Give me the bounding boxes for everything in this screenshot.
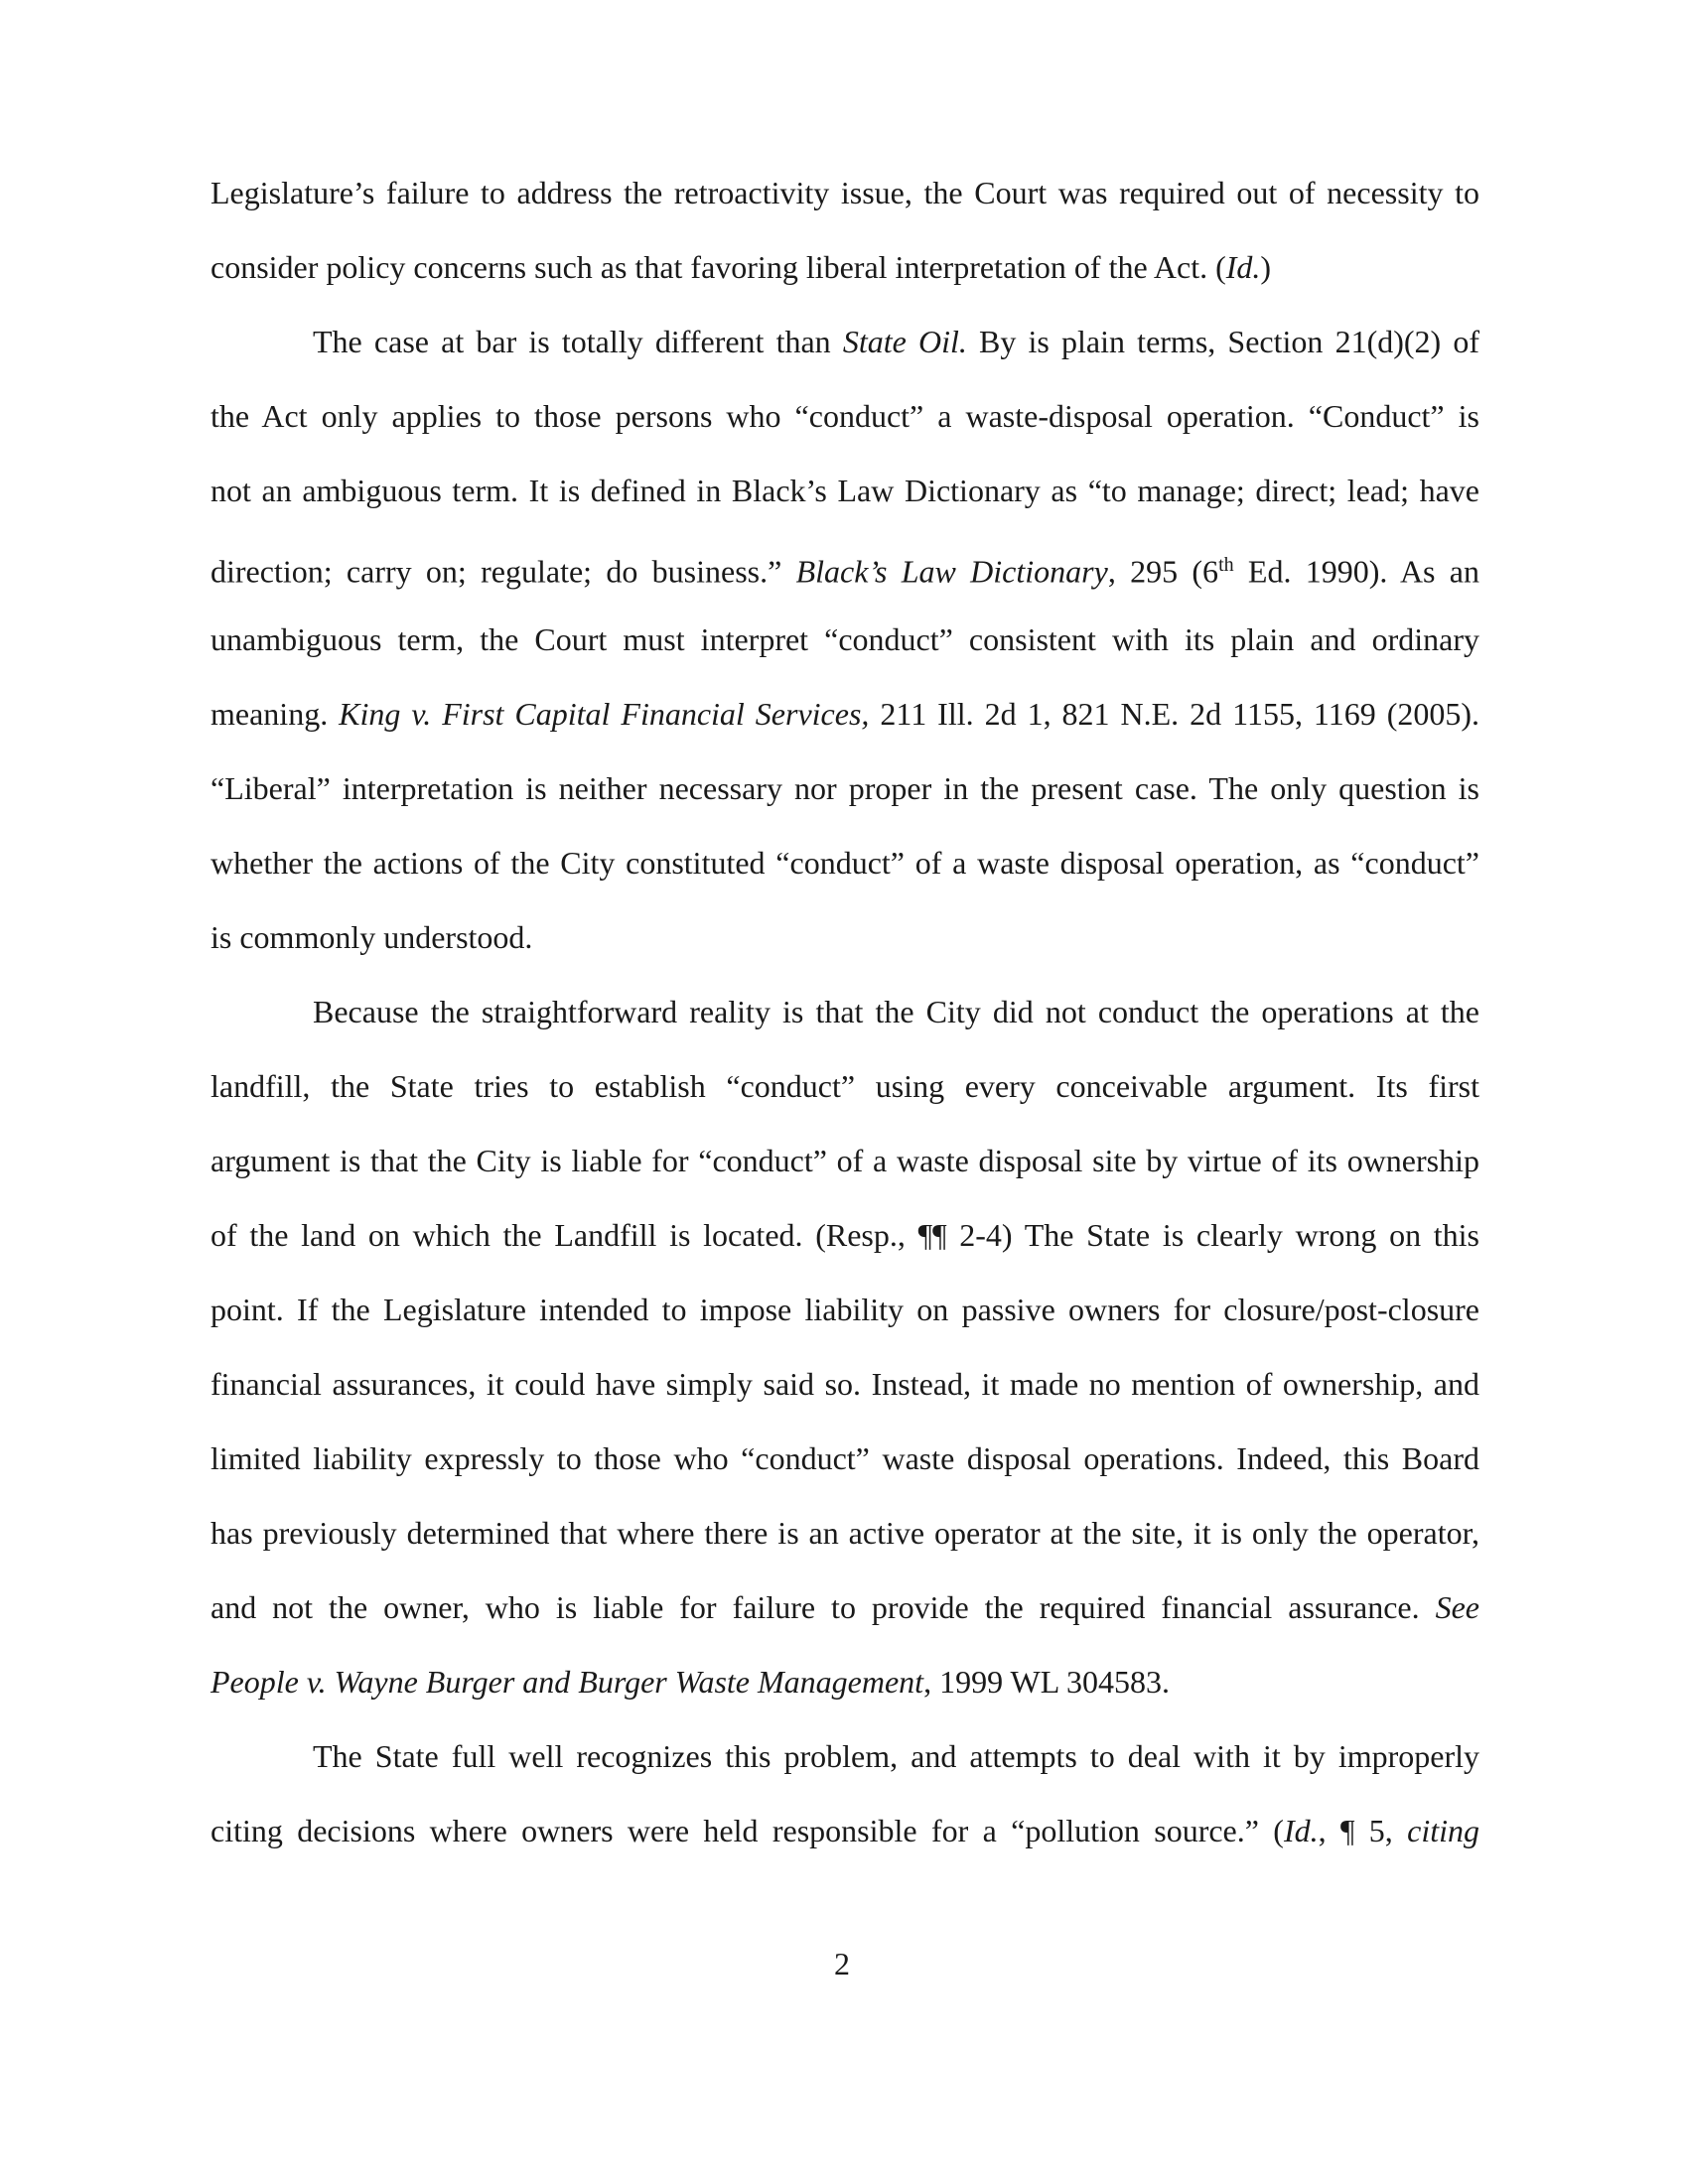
text-line: Because the straightforward reality is that the City did not conduct the operations at the (313, 994, 1479, 1029)
text-line: The State full well recognizes this problem, and attempts to deal with it by improperly (313, 1738, 1479, 1774)
text-line: unambiguous term, the Court must interpret “conduct” consistent with its plain and ordinary (210, 621, 1479, 657)
text-line: the Act only applies to those persons who “conduct” a waste-disposal operation. “Conduct” is (210, 398, 1479, 434)
text-line: whether the actions of the City constituted “conduct” of a waste disposal operation, as “conduct” (210, 845, 1479, 881)
text-line: consider policy concerns such as that favoring liberal interpretation of the Act. (Id.) (210, 249, 1272, 285)
text-line: Legislature’s failure to address the retroactivity issue, the Court was required out of necessity to (210, 175, 1479, 210)
page-number: 2 (834, 1946, 850, 1981)
text-line: point. If the Legislature intended to impose liability on passive owners for closure/post-closure (210, 1292, 1479, 1327)
text-line: has previously determined that where there is an active operator at the site, it is only the operator, (210, 1515, 1479, 1551)
text-line: argument is that the City is liable for “conduct” of a waste disposal site by virtue of its ownership (210, 1143, 1479, 1178)
text-line: of the land on which the Landfill is located. (Resp., ¶¶ 2-4) The State is clearly wrong on this (210, 1217, 1479, 1253)
text-line: People v. Wayne Burger and Burger Waste Management, 1999 WL 304583. (210, 1664, 1171, 1700)
text-line: landfill, the State tries to establish “conduct” using every conceivable argument. Its first (210, 1068, 1479, 1104)
text-line: meaning. King v. First Capital Financial Services, 211 Ill. 2d 1, 821 N.E. 2d 1155, 1169 (2005). (210, 696, 1480, 732)
text-line: limited liability expressly to those who “conduct” waste disposal operations. Indeed, this Board (210, 1440, 1479, 1476)
text-line: “Liberal” interpretation is neither necessary nor proper in the present case. The only question is (210, 770, 1479, 806)
text-line: not an ambiguous term. It is defined in Black’s Law Dictionary as “to manage; direct; lead; have (210, 473, 1479, 508)
text-line: and not the owner, who is liable for failure to provide the required financial assurance. See (210, 1589, 1479, 1625)
text-line: The case at bar is totally different than State Oil. By is plain terms, Section 21(d)(2) of (313, 324, 1480, 359)
text-line: financial assurances, it could have simply said so. Instead, it made no mention of ownership, and (210, 1366, 1479, 1402)
text-line: citing decisions where owners were held responsible for a “pollution source.” (Id., ¶ 5, citing (210, 1813, 1480, 1848)
text-line: is commonly understood. (210, 919, 533, 955)
text-line: direction; carry on; regulate; do business.” Black’s Law Dictionary, 295 (6th Ed. 1990). As an (210, 553, 1480, 590)
